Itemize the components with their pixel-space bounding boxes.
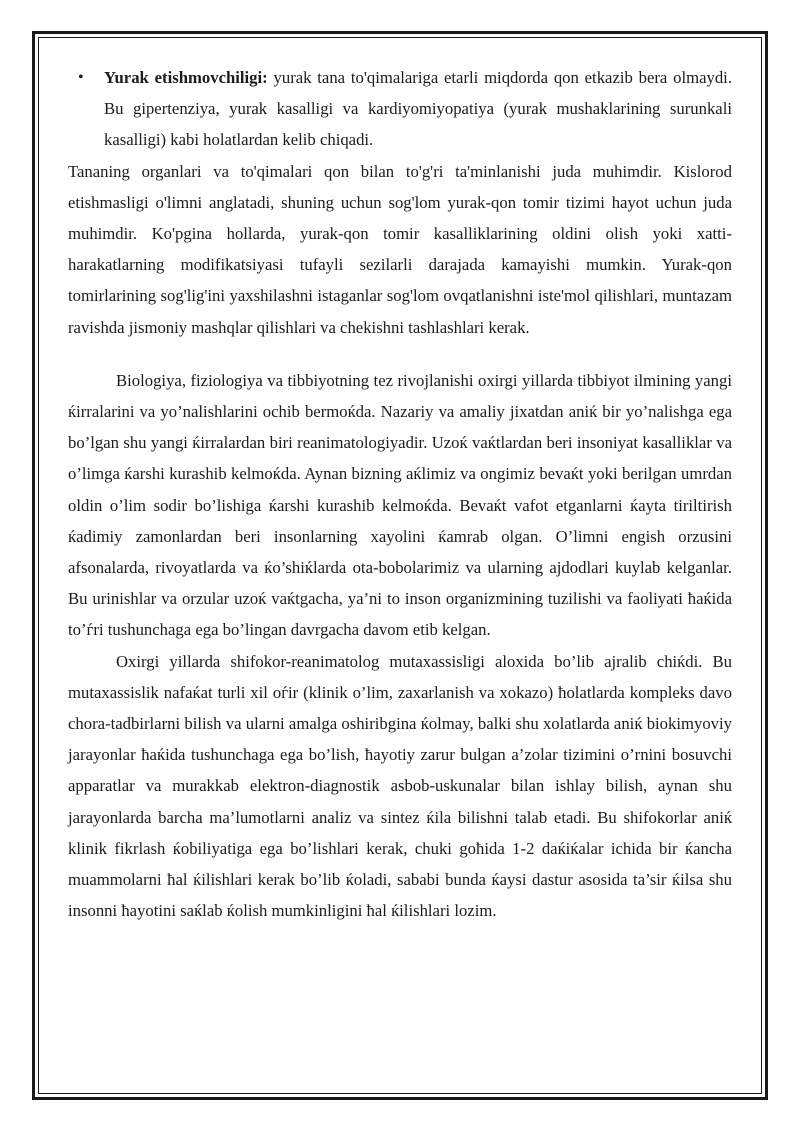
paragraph-3: Oxirgi yillarda shifokor-reanimatolog mutaxassisligi aloxida bo’lib ajralib chiќdi. Bu mutaxassislik nafaќat turli xil oѓir (klinik o’lim, zaxarlanish va xokazo) ћolatlarda kompleks davo chora-tadbirlarni bilish va ularni amalga oshiribgina ќolmay, balki shu xolatlarda aniќ biokimyoviy jarayonlar ћaќida tushunchaga ega bo’lish, ћayotiy zarur bulgan a’zolar tizimini o’rnini bosuvchi apparatlar va murakkab elektron-diagnostik asbob-uskunalar bilan ishlay bilish, aynan shu jarayonlarda barcha ma’lumotlarni analiz va sintez ќila bilishni talab etadi. Bu shifokorlar aniќ klinik fikrlash ќobiliyatiga ega bo’lishlari kerak, chuki goћida 1-2 daќiќalar ichida bir ќancha muammolarni ћal ќilishlari kerak bo’lib ќoladi, sababi bunda ќaysi dastur asosida ta’sir ќilsa shu insonni ћayotini saќlab ќolish mumkinligini ћal ќilishlari lozim. (68, 651, 732, 921)
paragraph-2: Biologiya, fiziologiya va tibbiyotning tez rivojlanishi oxirgi yillarda tibbiyot ilmining yangi ќirralarini va yo’nalishlarini ochib bermoќda. Nazariy va amaliy jixatdan aniќ bir yo’nalishga ega bo’lgan shu yangi ќirralardan biri reanimatologiyadir. Uzoќ vaќtlardan beri insoniyat kasalliklar va o’limga ќarshi kurashib kelmoќda. Aynan bizning aќlimiz va ongimiz bevaќt yoki berilgan umrdan oldin o’lim sodir bo’lishiga ќarshi kurashib kelmoќda. Bevaќt vafot etganlarni ќayta tiriltirish ќadimiy zamonlardan beri insonlarning xayolini ќamrab olgan. O’limni engish orzusini afsonalarda, rivoyatlarda va ќo’shiќlarda ota-bobolarimiz va ularning ajdodlari kuylab kelganlar. Bu urinishlar va orzular uzoќ vaќtgacha, ya’ni to inson organizmining tuzilishi va faoliyati ћaќida to’ѓri tushunchaga ega bo’lingan davrgacha davom etib kelgan. (68, 370, 732, 640)
bullet-text: yurak tana to'qimalariga etarli miqdorda qon etkazib bera olmaydi. Bu gipertenziya, yurak kasalligi va kardiyomiyopatiya (yurak mushaklarining surunkali kasalligi) kabi holatlardan kelib chiqadi. (104, 68, 732, 150)
paragraph-1: Tananing organlari va to'qimalari qon bilan to'g'ri ta'minlanishi juda muhimdir. Kislorod etishmasligi o'limni anglatadi, shuning uchun sog'lom yurak-qon tomir tizimi hayot uchun juda muhimdir. Ko'pgina hollarda, yurak-qon tomir kasalliklarining oldini olish yoki xatti-harakatlarning modifikatsiyasi tufayli sezilarli darajada kamayishi mumkin. Yurak-qon tomirlarining sog'lig'ini yaxshilashni istaganlar sog'lom ovqatlanishni iste'mol qilishlari, muntazam ravishda jismoniy mashqlar qilishlari va chekishni tashlashlari kerak. (68, 161, 732, 337)
bullet-title: Yurak etishmovchiligi: (104, 68, 268, 87)
document-body (68, 62, 732, 926)
bullet-icon: • (78, 69, 84, 86)
bullet-item-heart-failure (68, 62, 732, 156)
